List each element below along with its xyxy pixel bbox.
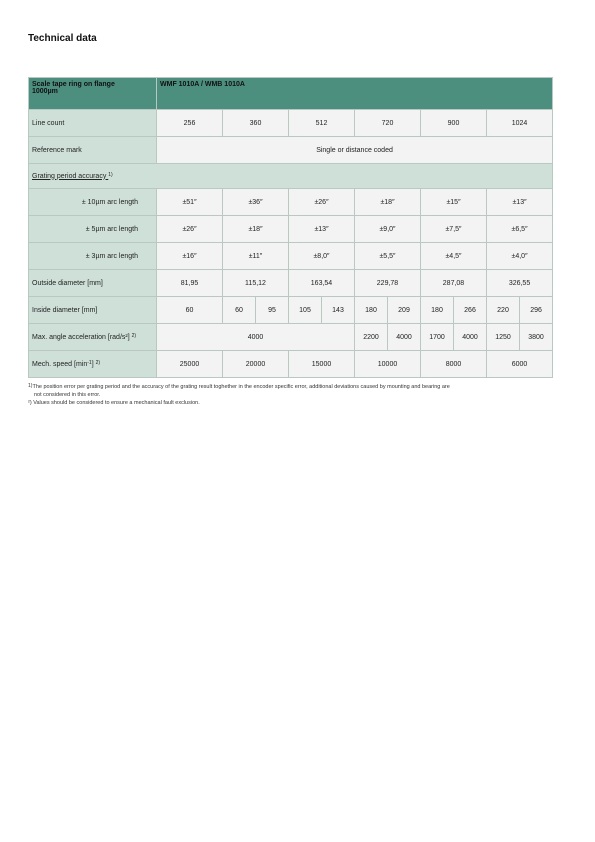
table-row	[29, 270, 553, 297]
cell: 256	[157, 110, 223, 137]
cell: ±4,0″	[487, 243, 553, 270]
cell: 15000	[289, 351, 355, 378]
cell: 900	[421, 110, 487, 137]
cell: ±18″	[223, 216, 289, 243]
cell: 81,95	[157, 270, 223, 297]
cell: 266	[454, 297, 487, 324]
cell: 105	[289, 297, 322, 324]
footnote-1-continuation: not considered in this error.	[34, 392, 101, 398]
cell: 720	[355, 110, 421, 137]
page-title: Technical data	[28, 33, 97, 44]
cell: 296	[520, 297, 553, 324]
footnotes	[28, 383, 548, 407]
cell: ±7,5″	[421, 216, 487, 243]
cell: 6000	[487, 351, 553, 378]
technical-data-table	[28, 77, 553, 378]
row-label-line-count: Line count	[29, 110, 157, 137]
cell: ±13″	[487, 189, 553, 216]
cell: 115,12	[223, 270, 289, 297]
cell: 1700	[421, 324, 454, 351]
cell: 209	[388, 297, 421, 324]
row-label-inside-diameter: Inside diameter [mm]	[29, 297, 157, 324]
cell: 360	[223, 110, 289, 137]
cell: ±5,5″	[355, 243, 421, 270]
cell: 1024	[487, 110, 553, 137]
cell: ±8,0″	[289, 243, 355, 270]
table-row	[29, 137, 553, 164]
cell: ±4,5″	[421, 243, 487, 270]
table-header-row	[29, 78, 553, 110]
footnote-2: ²) Values should be considered to ensure a mechanical fault exclusion.	[28, 400, 200, 406]
cell: ±11″	[223, 243, 289, 270]
cell: 2200	[355, 324, 388, 351]
row-label-angle-acceleration: Max. angle acceleration [rad/s²] $^{2)}$	[29, 324, 157, 351]
cell: 4000	[454, 324, 487, 351]
cell: 3800	[520, 324, 553, 351]
header-product-type: Scale tape ring on flange 1000µm	[29, 78, 157, 110]
cell: 60	[157, 297, 223, 324]
table-row	[29, 324, 553, 351]
row-label-5um: ± 5µm arc length	[29, 216, 157, 243]
cell: 95	[256, 297, 289, 324]
cell: ±26″	[157, 216, 223, 243]
table-row	[29, 351, 553, 378]
cell: ±36″	[223, 189, 289, 216]
row-label-reference-mark: Reference mark	[29, 137, 157, 164]
cell: 326,55	[487, 270, 553, 297]
table-row	[29, 297, 553, 324]
table-row	[29, 110, 553, 137]
cell: ±16″	[157, 243, 223, 270]
cell: ±9,0″	[355, 216, 421, 243]
table-row	[29, 243, 553, 270]
cell: ±26″	[289, 189, 355, 216]
cell: 143	[322, 297, 355, 324]
cell: 180	[421, 297, 454, 324]
cell: 220	[487, 297, 520, 324]
row-label-3um: ± 3µm arc length	[29, 243, 157, 270]
cell: 25000	[157, 351, 223, 378]
cell: 512	[289, 110, 355, 137]
cell: 4000	[157, 324, 355, 351]
cell: ±15″	[421, 189, 487, 216]
cell: 229,78	[355, 270, 421, 297]
row-label-mech-speed: Mech. speed $[\min^{-1}]$ $^{2)}$	[29, 351, 157, 378]
cell: 163,54	[289, 270, 355, 297]
cell: 60	[223, 297, 256, 324]
cell: ±6,5″	[487, 216, 553, 243]
section-label-grating: Grating period accuracy $^{1)}$	[29, 164, 553, 189]
cell: 4000	[388, 324, 421, 351]
cell: 287,08	[421, 270, 487, 297]
table-row	[29, 189, 553, 216]
cell: ±13″	[289, 216, 355, 243]
cell: 1250	[487, 324, 520, 351]
table-row	[29, 216, 553, 243]
cell: 10000	[355, 351, 421, 378]
row-label-10um: ± 10µm arc length	[29, 189, 157, 216]
row-label-outside-diameter: Outside diameter [mm]	[29, 270, 157, 297]
header-model: WMF 1010A / WMB 1010A	[157, 78, 553, 110]
cell: ±18″	[355, 189, 421, 216]
section-row-grating	[29, 164, 553, 189]
cell: 180	[355, 297, 388, 324]
cell: ±51″	[157, 189, 223, 216]
footnote-1: $^{1)}$The position error per grating period and the accuracy of the grating result toghether in the encoder specific error, additional deviations caused by mounting and bearing are	[28, 383, 450, 390]
cell: 20000	[223, 351, 289, 378]
cell: 8000	[421, 351, 487, 378]
cell: Single or distance coded	[157, 137, 553, 164]
